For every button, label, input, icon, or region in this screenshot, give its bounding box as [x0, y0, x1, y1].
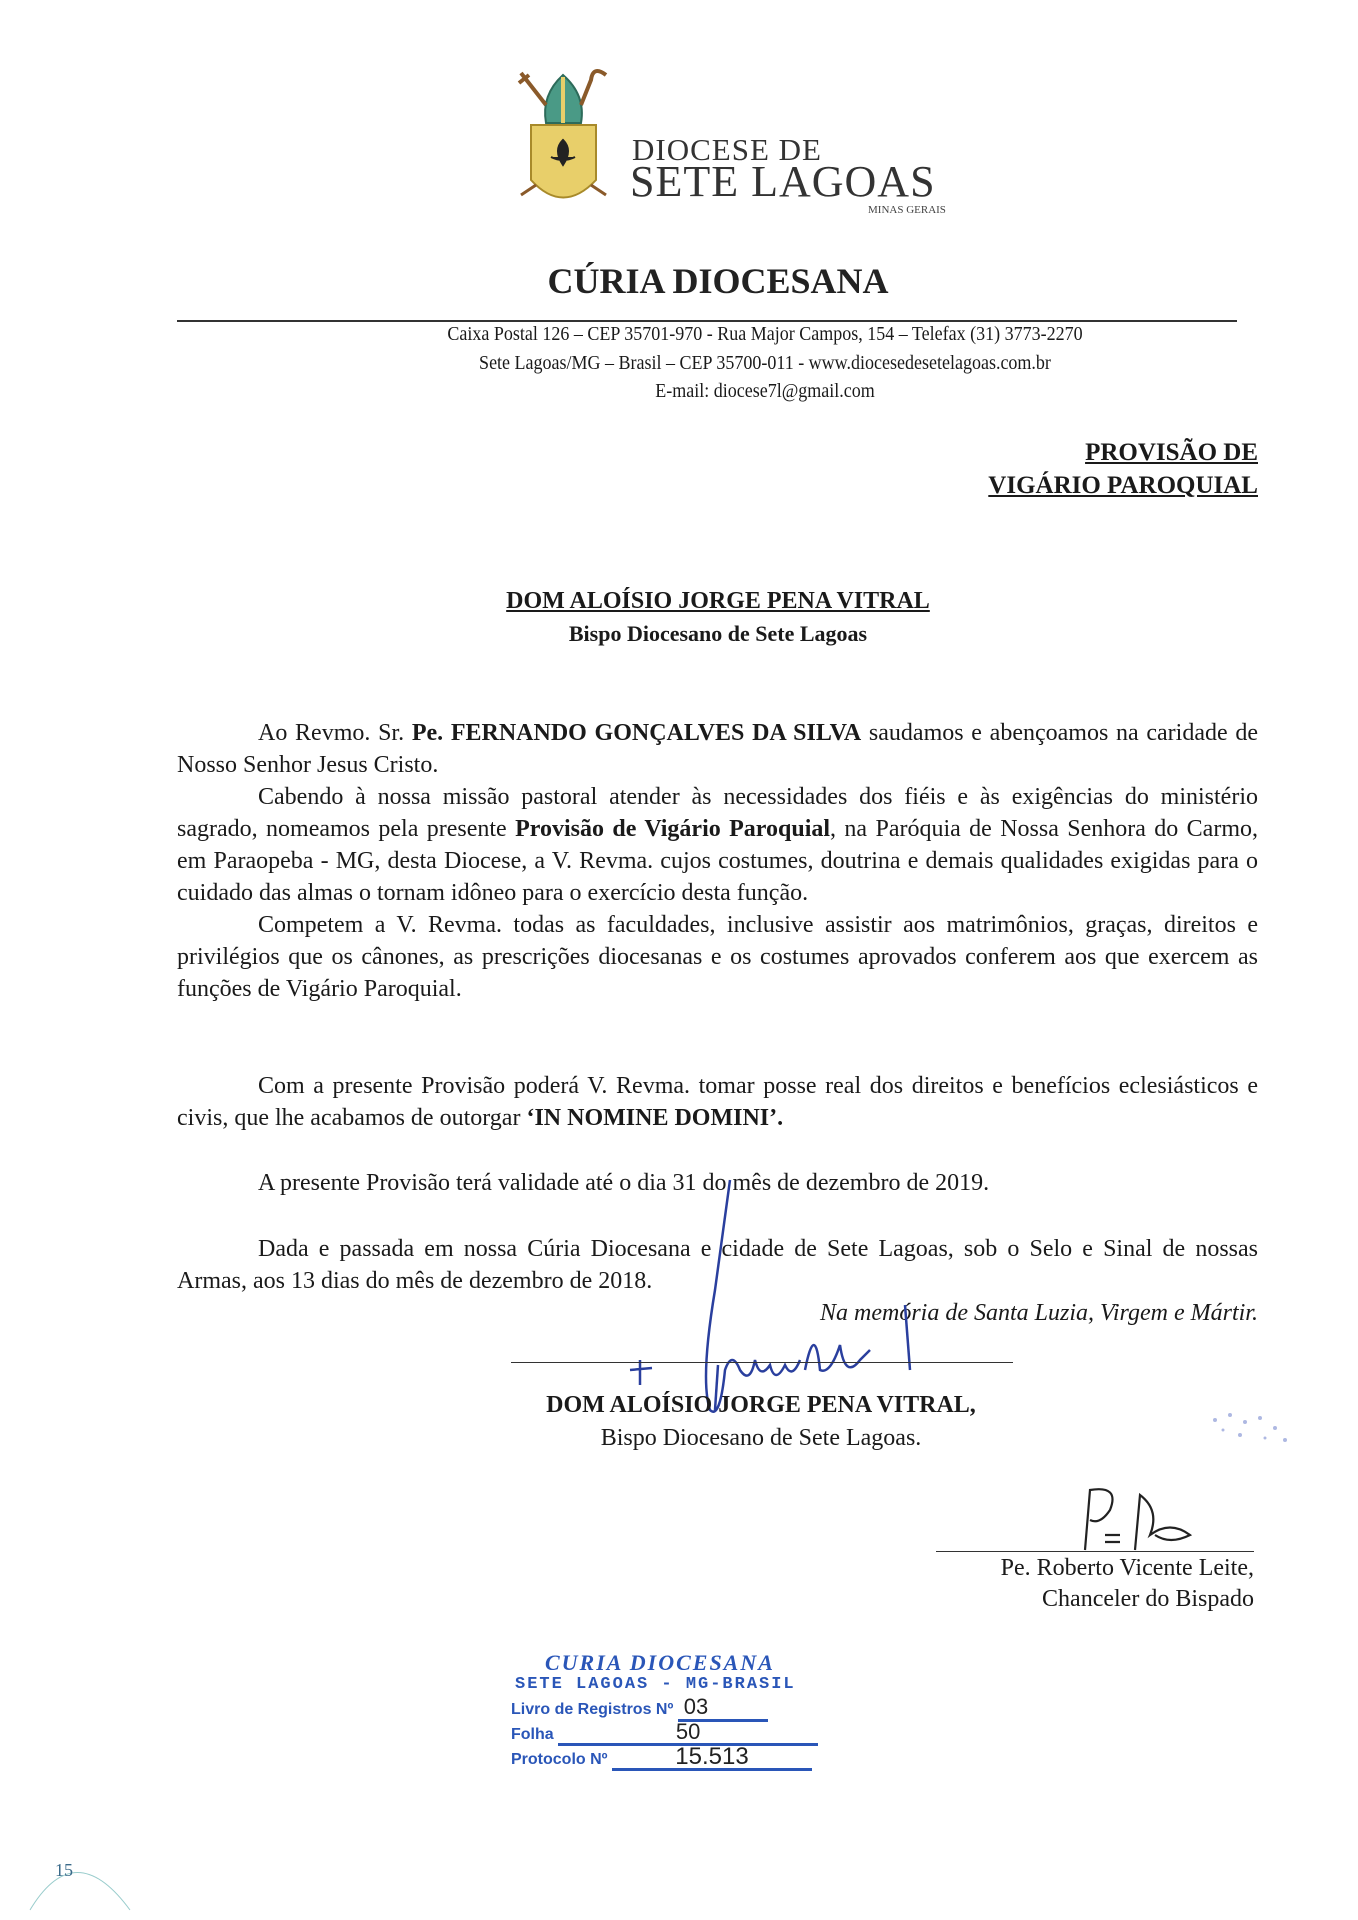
paragraph-greeting — [177, 717, 1258, 781]
bishop-signature-role: Bispo Diocesano de Sete Lagoas. — [600, 1425, 922, 1451]
body-block-1 — [177, 717, 1258, 1005]
address-line: Caixa Postal 126 – CEP 35701-970 - Rua Major Campos, 154 – Telefax (31) 3773-2270 — [447, 323, 1083, 345]
stamp-folha-value: 50 — [558, 1721, 818, 1746]
chancellor-handwritten-signature — [1060, 1480, 1220, 1560]
bishop-signature-name: DOM ALOÍSIO JORGE PENA VITRAL, — [546, 1392, 976, 1418]
stamp-protocolo-value: 15.513 — [612, 1746, 812, 1771]
priest-name: Pe. FERNANDO GONÇALVES DA SILVA — [411, 720, 862, 746]
paragraph-appointment — [177, 781, 1258, 909]
page-number: 15 — [55, 1860, 73, 1880]
page-number-circle — [25, 1830, 135, 1920]
paragraph-faculties: Competem a V. Revma. todas as faculdades, inclusive assistir aos matrimônios, graças, direitos e privilégios que os cânones, as prescrições diocesanas e os costumes aprovados conferem aos que exercem as funções de Vigário Paroquial. — [177, 912, 1258, 1002]
in-nomine-domini: ‘IN NOMINE DOMINI’. — [526, 1105, 784, 1131]
paragraph-validity: A presente Provisão terá validade até o dia 31 do mês de dezembro de 2019. — [258, 1170, 990, 1196]
address-line: Sete Lagoas/MG – Brasil – CEP 35700-011 - www.diocesedesetelagoas.com.br — [479, 352, 1051, 374]
paragraph-possession — [177, 1070, 1258, 1134]
chancellor-signature-role: Chanceler do Bispado — [1042, 1586, 1254, 1612]
text: saudamos e abençoamos na caridade de Nosso Senhor Jesus Cristo. — [177, 720, 1258, 778]
chancellor-signature-line — [936, 1551, 1254, 1552]
stamp-city-line: SETE LAGOAS - MG-BRASIL — [515, 1675, 796, 1694]
logo-text-diocese-de: DIOCESE DE — [632, 132, 822, 167]
issuer-name: DOM ALOÍSIO JORGE PENA VITRAL — [506, 588, 930, 614]
logo-text-sete-lagoas: SETE LAGOAS — [630, 157, 936, 206]
stamp-livro-value: 03 — [678, 1694, 768, 1722]
registry-stamp — [511, 1652, 851, 1771]
stamp-protocolo-label: Protocolo Nº — [511, 1751, 608, 1768]
issuer-role: Bispo Diocesano de Sete Lagoas — [568, 621, 868, 646]
document-title-line1: PROVISÃO DE — [1085, 439, 1258, 466]
email-line: E-mail: diocese7l@gmail.com — [655, 380, 875, 402]
stamp-curia-line: CURIA DIOCESANA — [545, 1650, 775, 1675]
logo-text-minas-gerais: MINAS GERAIS — [868, 204, 946, 216]
stamp-protocolo-row — [511, 1743, 851, 1771]
document-title-line2: VIGÁRIO PAROQUIAL — [988, 472, 1258, 499]
bishop-signature-line — [511, 1362, 1013, 1363]
memoria-line: Na memória de Santa Luzia, Virgem e Mártir. — [820, 1300, 1258, 1326]
bishop-handwritten-signature — [620, 1170, 940, 1430]
text: Cabendo à nossa missão pastoral atender às necessidades dos fiéis e às exigências do ministério sagrado, nomeamos pela presente — [177, 784, 1258, 842]
office-heading: CÚRIA DIOCESANA — [547, 261, 889, 301]
diocese-coat-of-arms-logo — [511, 65, 616, 220]
text: , na Paróquia de Nossa Senhora do Carmo, em Paraopeba - MG, desta Diocese, a V. Revma. cujos costumes, doutrina e demais qualidades exigidas para o cuidado das almas o tornam idôneo para o exercício desta função. — [177, 816, 1258, 906]
body-block-2 — [177, 1070, 1258, 1134]
embossed-seal-mark — [1195, 1400, 1315, 1460]
chancellor-signature-name: Pe. Roberto Vicente Leite, — [1000, 1555, 1254, 1581]
stamp-livro-label: Livro de Registros Nº — [511, 1701, 674, 1718]
paragraph-given: Dada e passada em nossa Cúria Diocesana e cidade de Sete Lagoas, sob o Selo e Sinal de nossas Armas, aos 13 dias do mês de dezembro de 2018. — [177, 1236, 1258, 1294]
text: Com a presente Provisão poderá V. Revma. tomar posse real dos direitos e benefícios eclesiásticos e civis, que lhe acabamos de outorgar — [177, 1073, 1258, 1131]
provision-title: Provisão de Vigário Paroquial — [515, 816, 831, 842]
stamp-folha-label: Folha — [511, 1726, 554, 1743]
text: Ao Revmo. Sr. — [258, 720, 412, 746]
stamp-livro-row — [511, 1696, 851, 1721]
